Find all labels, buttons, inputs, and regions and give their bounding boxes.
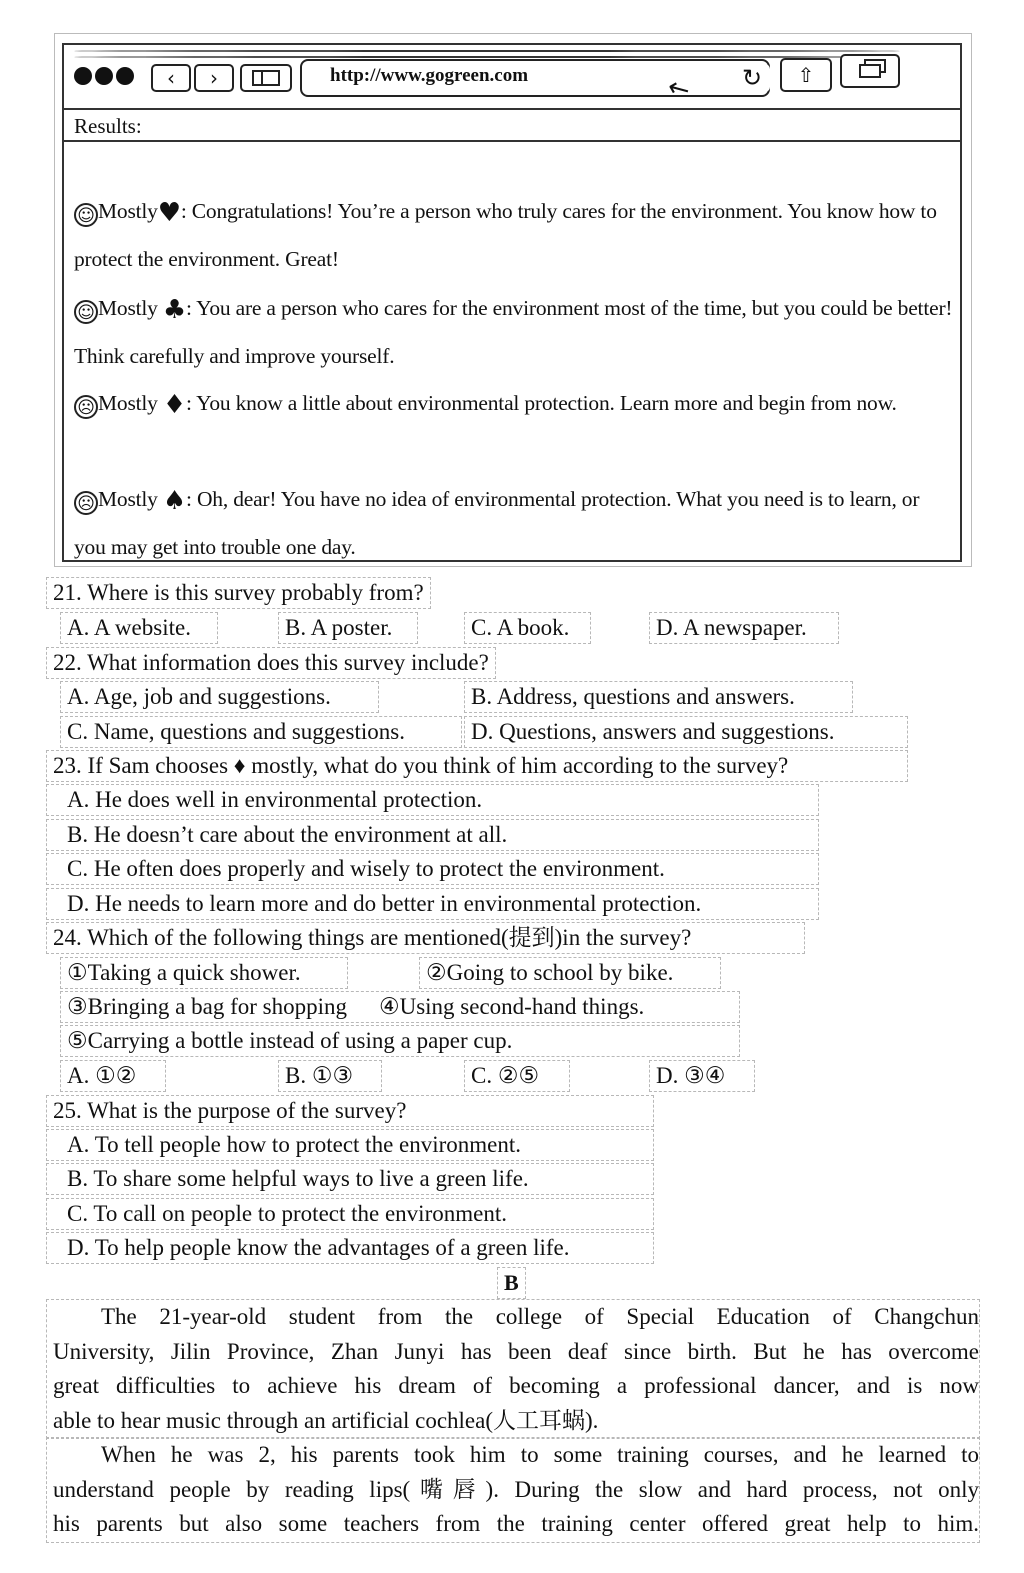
toolbar-curve — [74, 50, 900, 52]
q24-option-b: B. ①③ — [279, 1061, 381, 1091]
share-button[interactable] — [780, 58, 832, 92]
reload-button[interactable] — [734, 64, 770, 92]
sidebar-icon — [252, 70, 280, 86]
q22-option-d: D. Questions, answers and suggestions. — [465, 717, 907, 747]
q23-option-c: C. He often does properly and wisely to protect the environment. — [47, 854, 818, 884]
share-icon: ⇧ — [797, 63, 815, 87]
results-header — [64, 108, 960, 142]
q25-option-a: A. To tell people how to protect the environment. — [47, 1130, 653, 1160]
tabs-icon — [859, 64, 881, 78]
q21-option-c: C. A book. — [465, 613, 590, 643]
window-dots — [74, 67, 134, 85]
question-25-stem: 25. What is the purpose of the survey? — [47, 1096, 653, 1126]
q24-option-c: C. ②⑤ — [465, 1061, 569, 1091]
smile-face-icon: ☺ — [74, 300, 98, 324]
dot-icon — [95, 67, 113, 85]
q24-item-2: ②Going to school by bike. — [420, 958, 720, 988]
q25-option-d: D. To help people know the advantages of a green life. — [47, 1233, 653, 1263]
sad-face-icon: ☹ — [74, 491, 98, 515]
q23-option-b: B. He doesn’t care about the environment at all. — [47, 820, 818, 850]
q21-option-a: A. A website. — [61, 613, 217, 643]
tabs-button[interactable] — [840, 54, 900, 88]
section-b-paragraph-1: The 21-year-old student from the college of Special Education of Changchun University, Jilin Province, Zhan Junyi has been deaf since birth. But he has overcome great difficulties to achieve his dream of becoming a professional dancer, and is now able to hear music through an artificial cochlea(人工耳蜗). — [47, 1300, 979, 1438]
question-22-stem: 22. What information does this survey include? — [47, 648, 495, 678]
club-icon: ♣ — [162, 295, 187, 325]
results-label: Results: — [74, 114, 142, 138]
section-b-paragraph-2: When he was 2, his parents took him to some training courses, and he learned to understand people by reading lips(嘴唇). During the slow and hard process, not only his parents but also some teachers from the training center offered great help to him. — [47, 1438, 979, 1542]
toolbar-curve — [74, 56, 900, 58]
reload-icon: ↻ — [741, 64, 763, 92]
q24-item-4: ④Using second-hand things. — [378, 994, 645, 1019]
dot-icon — [74, 67, 92, 85]
forward-icon: › — [210, 66, 218, 90]
q24-item-5: ⑤Carrying a bottle instead of using a paper cup. — [61, 1026, 739, 1056]
q24-item-1: ①Taking a quick shower. — [61, 958, 347, 988]
result-item-diamond: ☹ Mostly ♦: You know a little about environmental protection. Learn more and begin from now. — [74, 380, 954, 428]
result-item-heart: ☺ Mostly♥: Congratulations! You’re a person who truly cares for the environment. You know how to protect the environment. Great! — [74, 198, 937, 271]
q24-option-a: A. ①② — [61, 1061, 165, 1091]
q21-option-b: B. A poster. — [279, 613, 417, 643]
sidebar-button[interactable] — [240, 64, 292, 92]
q22-option-c: C. Name, questions and suggestions. — [61, 717, 461, 747]
result-item-club: ☺ Mostly ♣: You are a person who cares for the environment most of the time, but you could be better! Think carefully and improve yourself. — [74, 295, 953, 368]
sad-face-icon: ☹ — [74, 395, 98, 419]
q24-option-d: D. ③④ — [650, 1061, 754, 1091]
q24-item-3-4 — [61, 992, 739, 1022]
q24-item-3: ③Bringing a bag for shopping — [67, 994, 347, 1019]
q22-option-a: A. Age, job and suggestions. — [61, 682, 378, 712]
q21-option-d: D. A newspaper. — [650, 613, 838, 643]
back-button[interactable] — [151, 64, 191, 92]
dot-icon — [116, 67, 134, 85]
question-21-stem: 21. Where is this survey probably from? — [47, 578, 430, 608]
forward-button[interactable] — [194, 64, 234, 92]
spade-icon: ♠ — [162, 486, 187, 516]
question-23-stem: 23. If Sam chooses ♦ mostly, what do you think of him according to the survey? — [47, 751, 907, 781]
address-bar[interactable]: http://www.gogreen.com — [300, 59, 770, 97]
cursor-icon: ↖ — [661, 70, 696, 108]
q25-option-c: C. To call on people to protect the environment. — [47, 1199, 653, 1229]
diamond-icon: ♦ — [162, 390, 187, 420]
question-24-stem: 24. Which of the following things are mentioned(提到)in the survey? — [47, 923, 804, 953]
back-icon: ‹ — [167, 66, 175, 90]
result-item-spade: ☹ Mostly ♠: Oh, dear! You have no idea of environmental protection. What you need is to learn, or you may get into trouble one day. — [74, 486, 920, 559]
q22-option-b: B. Address, questions and answers. — [465, 682, 852, 712]
q25-option-b: B. To share some helpful ways to live a green life. — [47, 1164, 653, 1194]
heart-icon: ♥ — [157, 198, 181, 228]
q23-option-a: A. He does well in environmental protection. — [47, 785, 818, 815]
q23-option-d: D. He needs to learn more and do better in environmental protection. — [47, 889, 818, 919]
smile-face-icon: ☺ — [74, 203, 98, 227]
section-b-heading: B — [498, 1268, 525, 1298]
